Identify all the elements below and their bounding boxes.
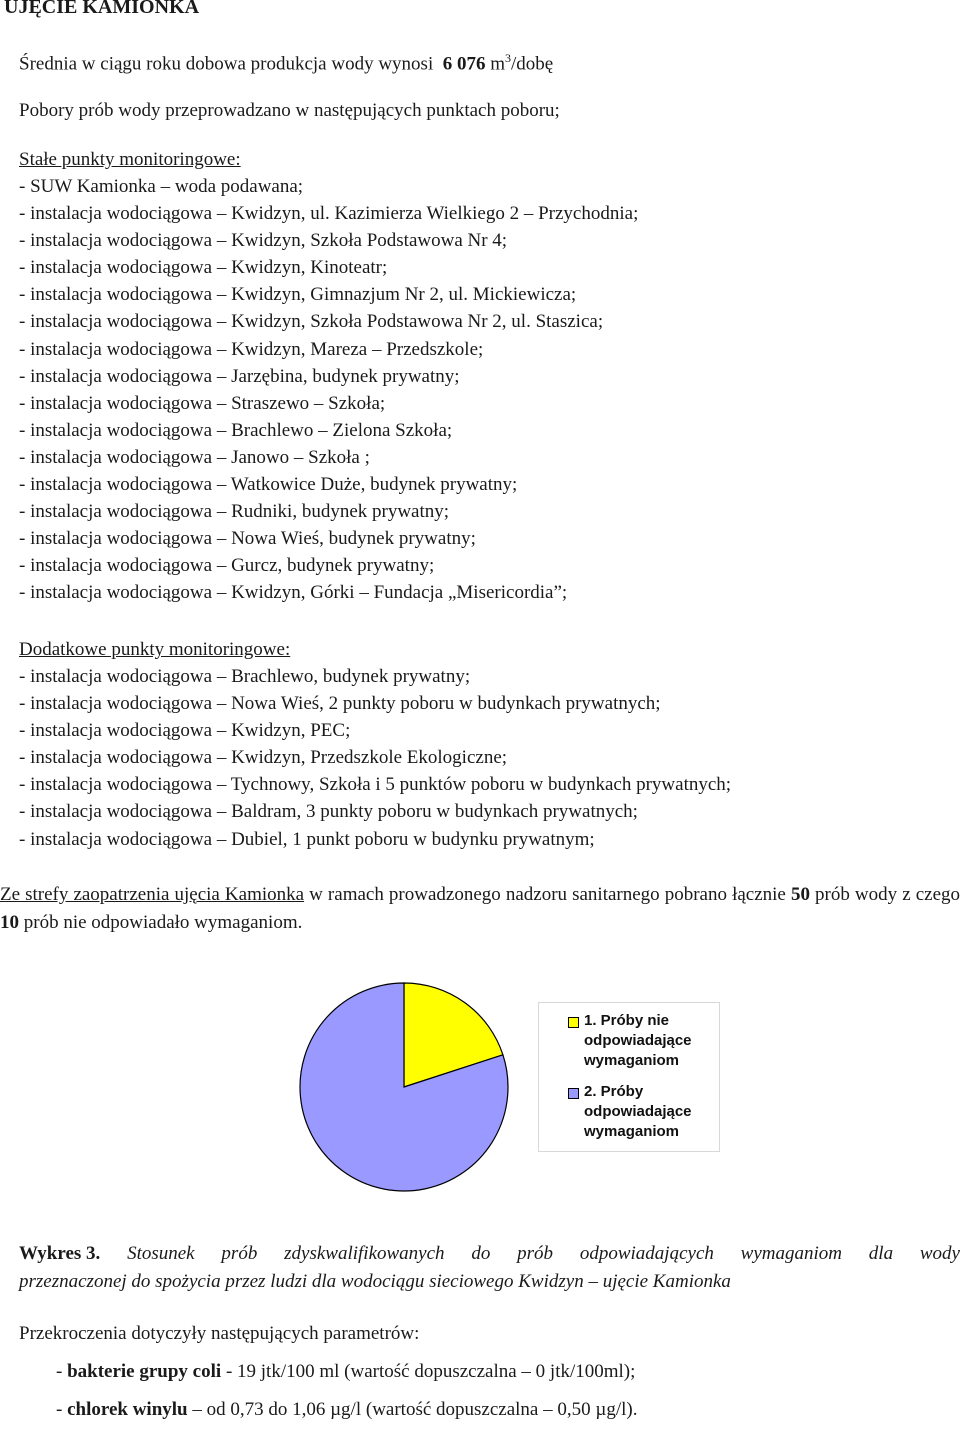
caption-word: wymaganiom bbox=[740, 1243, 842, 1264]
list-item: - instalacja wodociągowa – Baldram, 3 punkty poboru w budynkach prywatnych; bbox=[19, 801, 638, 823]
list-item: - instalacja wodociągowa – Nowa Wieś, 2 punkty poboru w budynkach prywatnych; bbox=[19, 693, 661, 715]
exceedance-item bbox=[56, 1353, 635, 1391]
summary-rest: w ramach prowadzonego nadzoru sanitarnego pobrano bbox=[309, 884, 727, 905]
list-item: - instalacja wodociągowa – Jarzębina, budynek prywatny; bbox=[19, 365, 460, 387]
caption-label: Wykres 3. bbox=[19, 1243, 101, 1264]
caption-word: odpowiadających bbox=[579, 1243, 714, 1264]
production-prefix: Średnia w ciągu roku dobowa produkcja wody wynosi bbox=[19, 53, 434, 75]
list-item: - instalacja wodociągowa – Brachlewo – Zielona Szkoła; bbox=[19, 419, 453, 441]
exceedance-prefix: - bbox=[56, 1361, 68, 1382]
caption-word: wody bbox=[919, 1243, 960, 1264]
production-unit-sup: 3 bbox=[505, 51, 512, 65]
fixed-points-title-text: Stałe punkty monitoringowe: bbox=[19, 149, 241, 170]
figure-caption bbox=[19, 1240, 960, 1296]
list-item: - instalacja wodociągowa – Straszewo – Szkoła; bbox=[19, 392, 386, 414]
list-item: - instalacja wodociągowa – Nowa Wieś, budynek prywatny; bbox=[19, 528, 476, 550]
list-item: - instalacja wodociągowa – Kwidzyn, Górki – Fundacja „Misericordia”; bbox=[19, 582, 568, 604]
extra-points-list bbox=[19, 663, 731, 853]
production-line bbox=[19, 45, 553, 77]
exceedance-prefix: - bbox=[56, 1399, 68, 1420]
list-item: - instalacja wodociągowa – Janowo – Szkoła ; bbox=[19, 446, 370, 468]
list-item: - instalacja wodociągowa – Dubiel, 1 punkt poboru w budynku prywatnym; bbox=[19, 828, 595, 850]
list-item: - instalacja wodociągowa – Kwidzyn, Mareza – Przedszkole; bbox=[19, 338, 484, 360]
production-value: 6 076 bbox=[442, 53, 486, 75]
list-item: - instalacja wodociągowa – Gurcz, budynek prywatny; bbox=[19, 555, 435, 577]
summary-underlined: Ze strefy zaopatrzenia ujęcia Kamionka bbox=[0, 884, 305, 905]
legend-entry-2 bbox=[584, 1082, 692, 1142]
page-heading: UJĘCIE KAMIONKA bbox=[4, 0, 200, 18]
summary-paragraph bbox=[0, 881, 960, 937]
summary-line2-a: łącznie bbox=[732, 884, 786, 905]
exceedance-name: chlorek winylu bbox=[67, 1399, 188, 1420]
list-item: - instalacja wodociągowa – Kwidzyn, Szkoła Podstawowa Nr 2, ul. Staszica; bbox=[19, 311, 604, 333]
exceedance-text: - 19 jtk/100 ml (wartość dopuszczalna – 0 jtk/100ml); bbox=[221, 1361, 636, 1382]
list-item: - instalacja wodociągowa – Kwidzyn, Przedszkole Ekologiczne; bbox=[19, 747, 508, 769]
summary-failed: 10 bbox=[0, 912, 19, 933]
fixed-points-title bbox=[19, 146, 241, 173]
extra-points-title bbox=[19, 636, 290, 663]
legend-text: 1. Próby nie bbox=[584, 1012, 670, 1029]
caption-word: prób bbox=[221, 1243, 258, 1264]
caption-line-1 bbox=[19, 1240, 960, 1268]
exceedance-name: bakterie grupy coli bbox=[67, 1361, 222, 1382]
list-item: - instalacja wodociągowa – Watkowice Duże, budynek prywatny; bbox=[19, 474, 518, 496]
summary-line2-b: prób wody z czego bbox=[815, 884, 960, 905]
caption-word: dla bbox=[868, 1243, 894, 1264]
chart-legend bbox=[538, 1002, 720, 1152]
summary-total: 50 bbox=[790, 884, 810, 905]
list-item: - instalacja wodociągowa – Kwidzyn, Gimnazjum Nr 2, ul. Mickiewicza; bbox=[19, 284, 577, 306]
legend-text: wymaganiom bbox=[584, 1123, 680, 1140]
pie-chart bbox=[294, 977, 514, 1197]
caption-word: zdyskwalifikowanych bbox=[284, 1243, 445, 1264]
list-item: - instalacja wodociągowa – Kwidzyn, Kinoteatr; bbox=[19, 257, 388, 279]
legend-text: odpowiadające bbox=[584, 1032, 692, 1049]
fixed-points-list bbox=[19, 173, 638, 607]
exceedance-text: – od 0,73 do 1,06 µg/l (wartość dopuszczalna – 0,50 µg/l). bbox=[187, 1399, 638, 1420]
summary-line2-c: prób nie odpowiadało wymaganiom. bbox=[23, 912, 303, 933]
legend-entry-1 bbox=[584, 1011, 692, 1071]
legend-text: 2. Próby bbox=[584, 1083, 644, 1100]
list-item: - SUW Kamionka – woda podawana; bbox=[19, 176, 304, 197]
list-item: - instalacja wodociągowa – Kwidzyn, Szkoła Podstawowa Nr 4; bbox=[19, 230, 508, 252]
sampling-intro: Pobory prób wody przeprowadzano w następujących punktach poboru; bbox=[19, 100, 560, 121]
legend-swatch-2 bbox=[568, 1088, 579, 1099]
list-item: - instalacja wodociągowa – Brachlewo, budynek prywatny; bbox=[19, 666, 471, 687]
list-item: - instalacja wodociągowa – Tychnowy, Szkoła i 5 punktów poboru w budynkach prywatnych; bbox=[19, 774, 732, 796]
caption-word: do bbox=[471, 1243, 491, 1264]
legend-text: odpowiadające bbox=[584, 1103, 692, 1120]
caption-word: prób bbox=[517, 1243, 554, 1264]
exceedances-title: Przekroczenia dotyczyły następujących parametrów: bbox=[19, 1323, 420, 1344]
caption-line-2-text: przeznaczonej do spożycia przez ludzi dla wodociągu sieciowego Kwidzyn – ujęcie Kamionka bbox=[19, 1271, 731, 1292]
legend-text: wymaganiom bbox=[584, 1052, 680, 1069]
production-unit: m bbox=[490, 53, 506, 75]
production-unit-suffix: /dobę bbox=[511, 53, 554, 75]
list-item: - instalacja wodociągowa – Kwidzyn, PEC; bbox=[19, 720, 351, 742]
exceedance-item bbox=[56, 1391, 637, 1429]
list-item: - instalacja wodociągowa – Kwidzyn, ul. Kazimierza Wielkiego 2 – Przychodnia; bbox=[19, 203, 639, 225]
list-item: - instalacja wodociągowa – Rudniki, budynek prywatny; bbox=[19, 501, 450, 523]
extra-points-title-text: Dodatkowe punkty monitoringowe: bbox=[19, 639, 291, 660]
legend-swatch-1 bbox=[568, 1017, 579, 1028]
caption-line-2 bbox=[19, 1268, 960, 1296]
caption-word: Stosunek bbox=[127, 1243, 195, 1264]
